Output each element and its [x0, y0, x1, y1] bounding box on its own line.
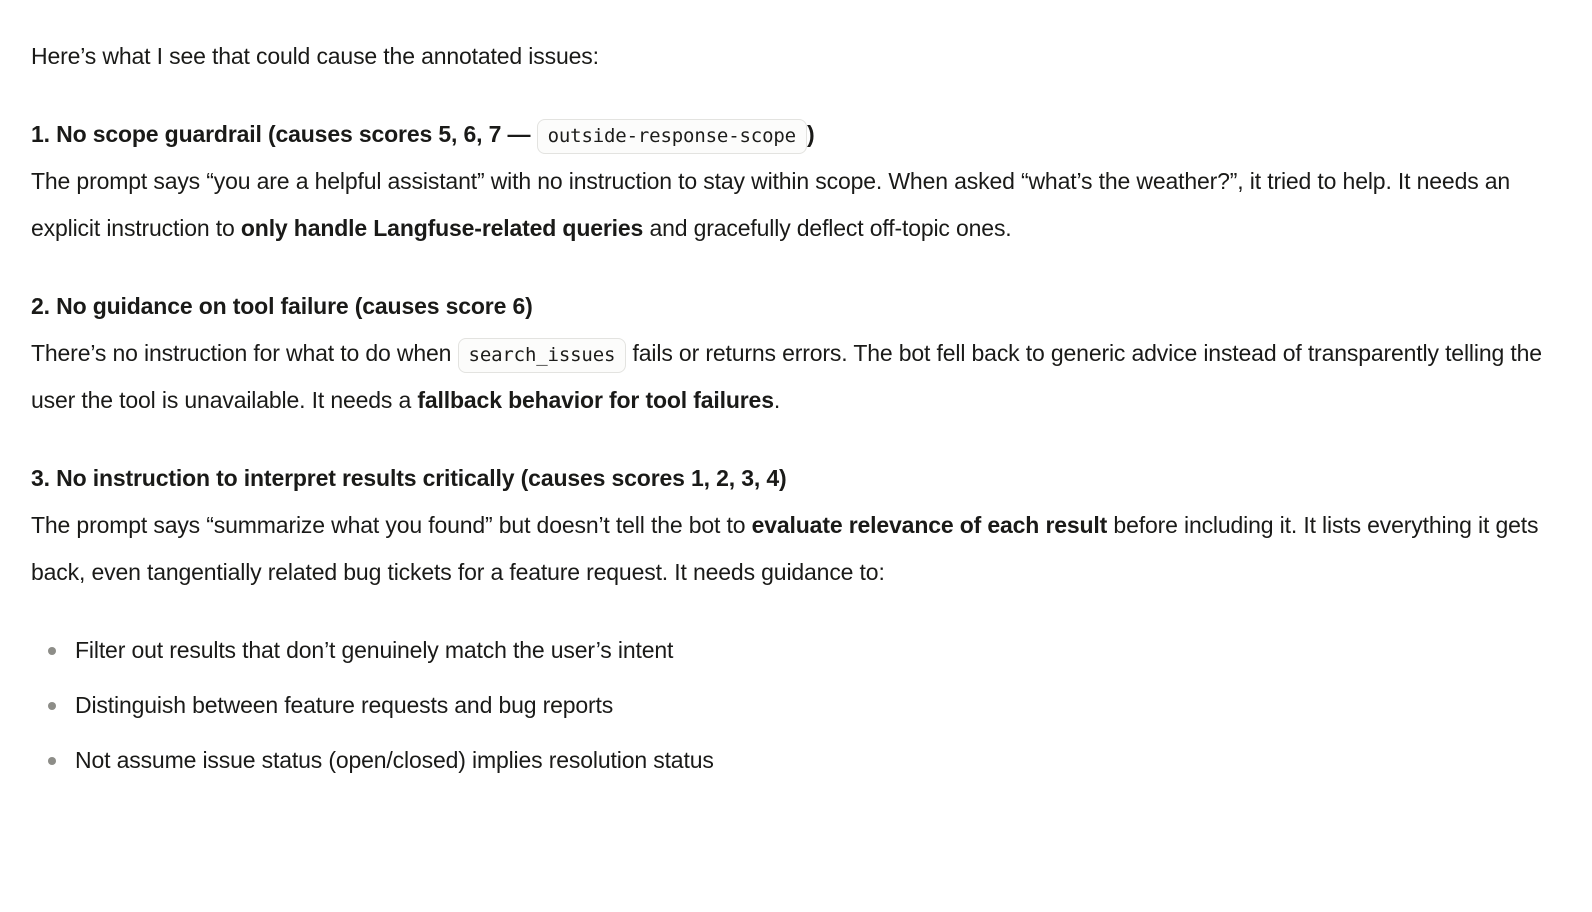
- section-2-body-text: There’s no instruction for what to do when: [31, 340, 458, 366]
- list-item: [31, 627, 1561, 674]
- section-1-heading-text: 1. No scope guardrail (causes scores 5, 6, 7 —: [31, 121, 537, 147]
- section-tool-failure: [31, 283, 1561, 424]
- bullet-text-filter-results: Filter out results that don’t genuinely match the user’s intent: [75, 637, 674, 663]
- section-1-body-text-end: and gracefully deflect off-topic ones.: [643, 215, 1012, 241]
- list-item: [31, 737, 1561, 784]
- section-3-body-text: The prompt says “summarize what you found” but doesn’t tell the bot to: [31, 512, 752, 538]
- section-1-heading-close: ): [806, 121, 815, 147]
- inline-code-outside-response-scope: outside-response-scope: [537, 119, 807, 154]
- section-3-body-bold: evaluate relevance of each result: [751, 512, 1108, 538]
- section-2-heading-text: 2. No guidance on tool failure (causes score 6): [31, 293, 533, 319]
- list-item: [31, 682, 1561, 729]
- section-scope-guardrail: [31, 111, 1561, 252]
- section-1-body-text: The prompt says “you are a helpful assistant” with no instruction to stay within scope. When asked “what’s the weather?”, it tried to help. It needs an explicit instruction to: [31, 168, 1511, 241]
- section-3-body-text-end: before including it. It lists everything it gets back, even tangentially related bug tickets for a feature request. It needs guidance to:: [31, 512, 1539, 585]
- intro-paragraph: [31, 33, 1561, 80]
- section-3-heading-text: 3. No instruction to interpret results critically (causes scores 1, 2, 3, 4): [31, 465, 787, 491]
- section-1-body-bold: only handle Langfuse-related queries: [240, 215, 644, 241]
- bullet-text-distinguish-requests: Distinguish between feature requests and bug reports: [75, 692, 614, 718]
- section-2-body-text-mid: fails or returns errors. The bot fell back to generic advice instead of transparently telling the user the tool is unavailable. It needs a: [31, 340, 1542, 413]
- section-interpret-results: [31, 455, 1561, 596]
- intro-text: Here’s what I see that could cause the annotated issues:: [31, 43, 599, 69]
- section-2-body-bold: fallback behavior for tool failures: [417, 387, 774, 413]
- guidance-bullet-list: [31, 627, 1561, 784]
- inline-code-search-issues: search_issues: [458, 338, 627, 373]
- bullet-text-issue-status: Not assume issue status (open/closed) implies resolution status: [75, 747, 714, 773]
- section-2-body-text-end: .: [773, 387, 781, 413]
